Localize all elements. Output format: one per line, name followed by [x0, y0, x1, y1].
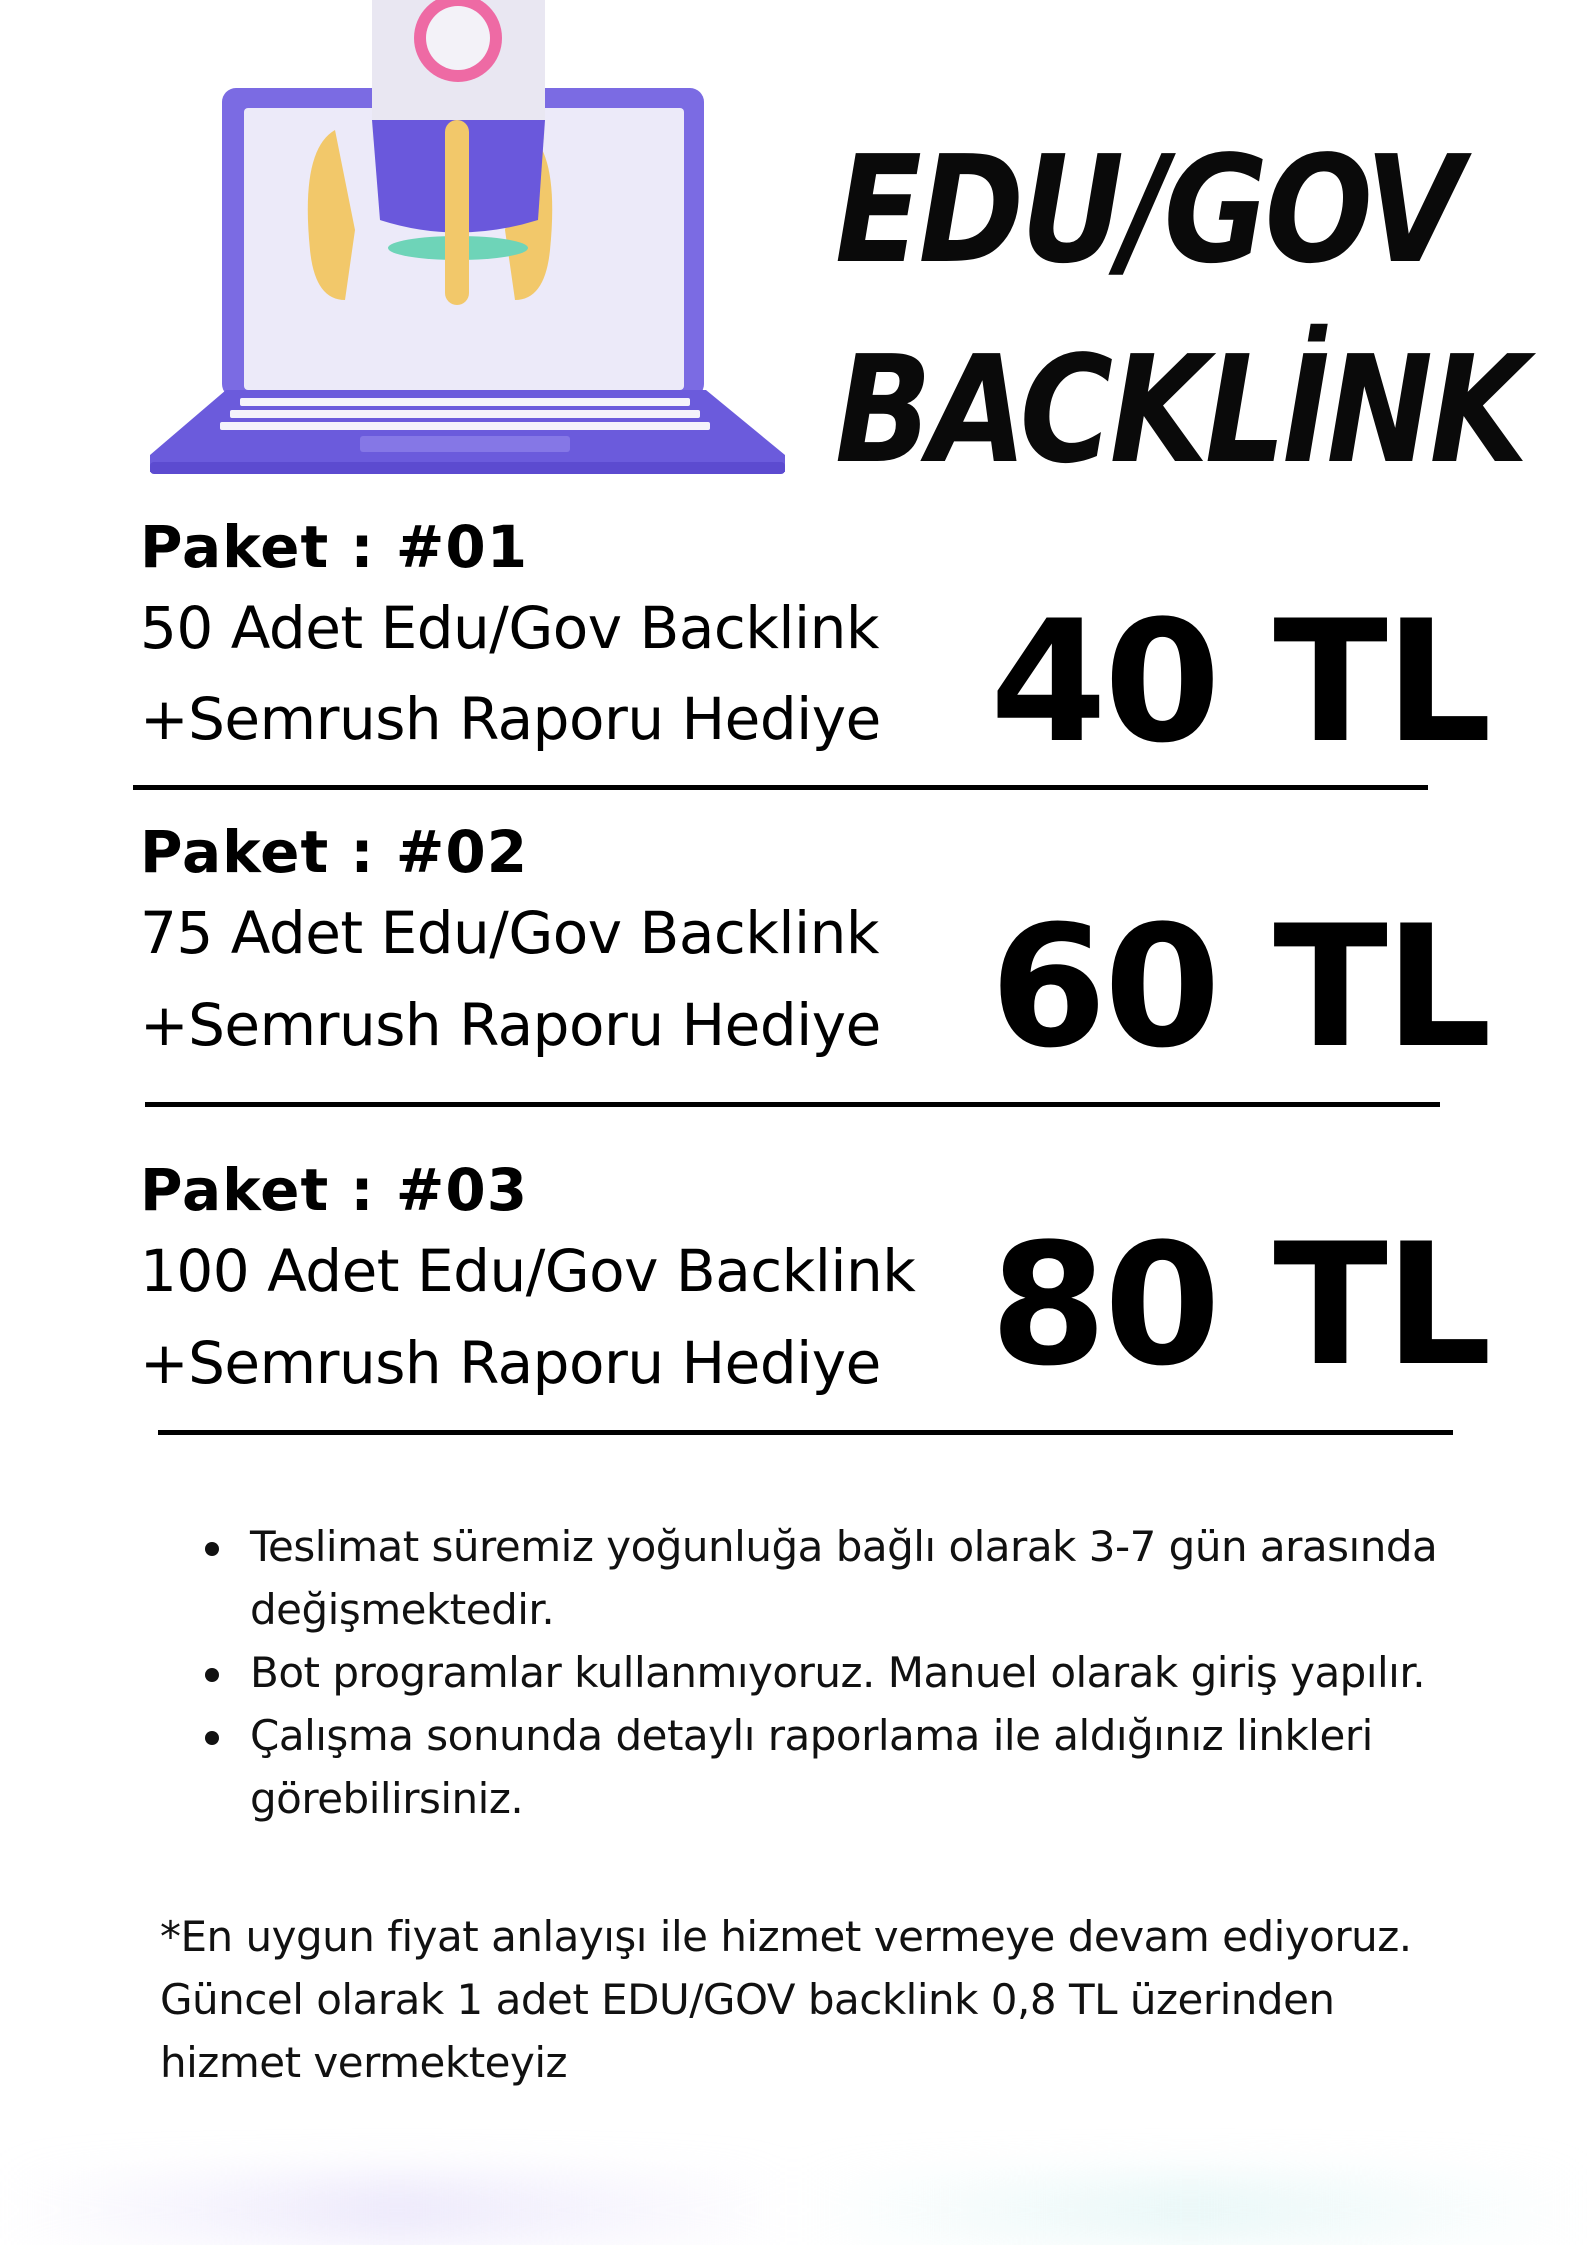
- package-02: [140, 817, 1489, 1085]
- rocket-window: [426, 6, 490, 70]
- divider: [145, 1102, 1440, 1107]
- page-title: [835, 110, 1525, 510]
- title-line-2: BACKLİNK: [835, 324, 1525, 496]
- note-item: [205, 1641, 1465, 1704]
- package-description: 50 Adet Edu/Gov Backlink: [140, 594, 879, 662]
- package-bonus: +Semrush Raporu Hediye: [140, 1329, 881, 1397]
- note-item: [205, 1515, 1465, 1641]
- bottom-glow-decoration: [0, 2175, 1587, 2245]
- rocket-launch-laptop-icon: [140, 0, 790, 480]
- divider: [133, 785, 1428, 790]
- package-bonus: +Semrush Raporu Hediye: [140, 991, 881, 1059]
- package-price: 40 TL: [990, 584, 1489, 780]
- note-text: Bot programlar kullanmıyoruz. Manuel olarak giriş yapılır.: [250, 1648, 1426, 1697]
- package-label: Paket : #01: [140, 513, 529, 581]
- package-03: [140, 1155, 1489, 1409]
- package-01: [140, 512, 1489, 780]
- notes-list: [205, 1515, 1465, 1830]
- footnote-line-3: hizmet vermekteyiz: [160, 2038, 568, 2087]
- title-line-1: EDU/GOV: [835, 124, 1461, 296]
- laptop-base-edge: [150, 462, 785, 474]
- package-description: 75 Adet Edu/Gov Backlink: [140, 899, 879, 967]
- note-text: Çalışma sonunda detaylı raporlama ile aldığınız linkleri: [250, 1711, 1373, 1760]
- footnote-line-2: Güncel olarak 1 adet EDU/GOV backlink 0,8 TL üzerinden: [160, 1975, 1335, 2024]
- package-label: Paket : #03: [140, 1156, 529, 1224]
- note-text: Teslimat süremiz yoğunluğa bağlı olarak 3-7 gün arasında: [250, 1522, 1438, 1571]
- note-text-continued: değişmektedir.: [250, 1585, 555, 1634]
- package-label: Paket : #02: [140, 818, 529, 886]
- laptop-keyboard: [220, 398, 710, 430]
- divider: [158, 1430, 1453, 1435]
- footnote: [160, 1905, 1460, 2094]
- laptop-touchpad: [360, 436, 570, 452]
- package-bonus: +Semrush Raporu Hediye: [140, 685, 881, 753]
- note-item: [205, 1704, 1465, 1830]
- rocket-center-fin: [445, 120, 469, 305]
- note-text-continued: görebilirsiniz.: [250, 1774, 524, 1823]
- footnote-line-1: *En uygun fiyat anlayışı ile hizmet vermeye devam ediyoruz.: [160, 1912, 1412, 1961]
- package-price: 80 TL: [990, 1207, 1489, 1403]
- package-price: 60 TL: [990, 889, 1489, 1085]
- package-description: 100 Adet Edu/Gov Backlink: [140, 1237, 916, 1305]
